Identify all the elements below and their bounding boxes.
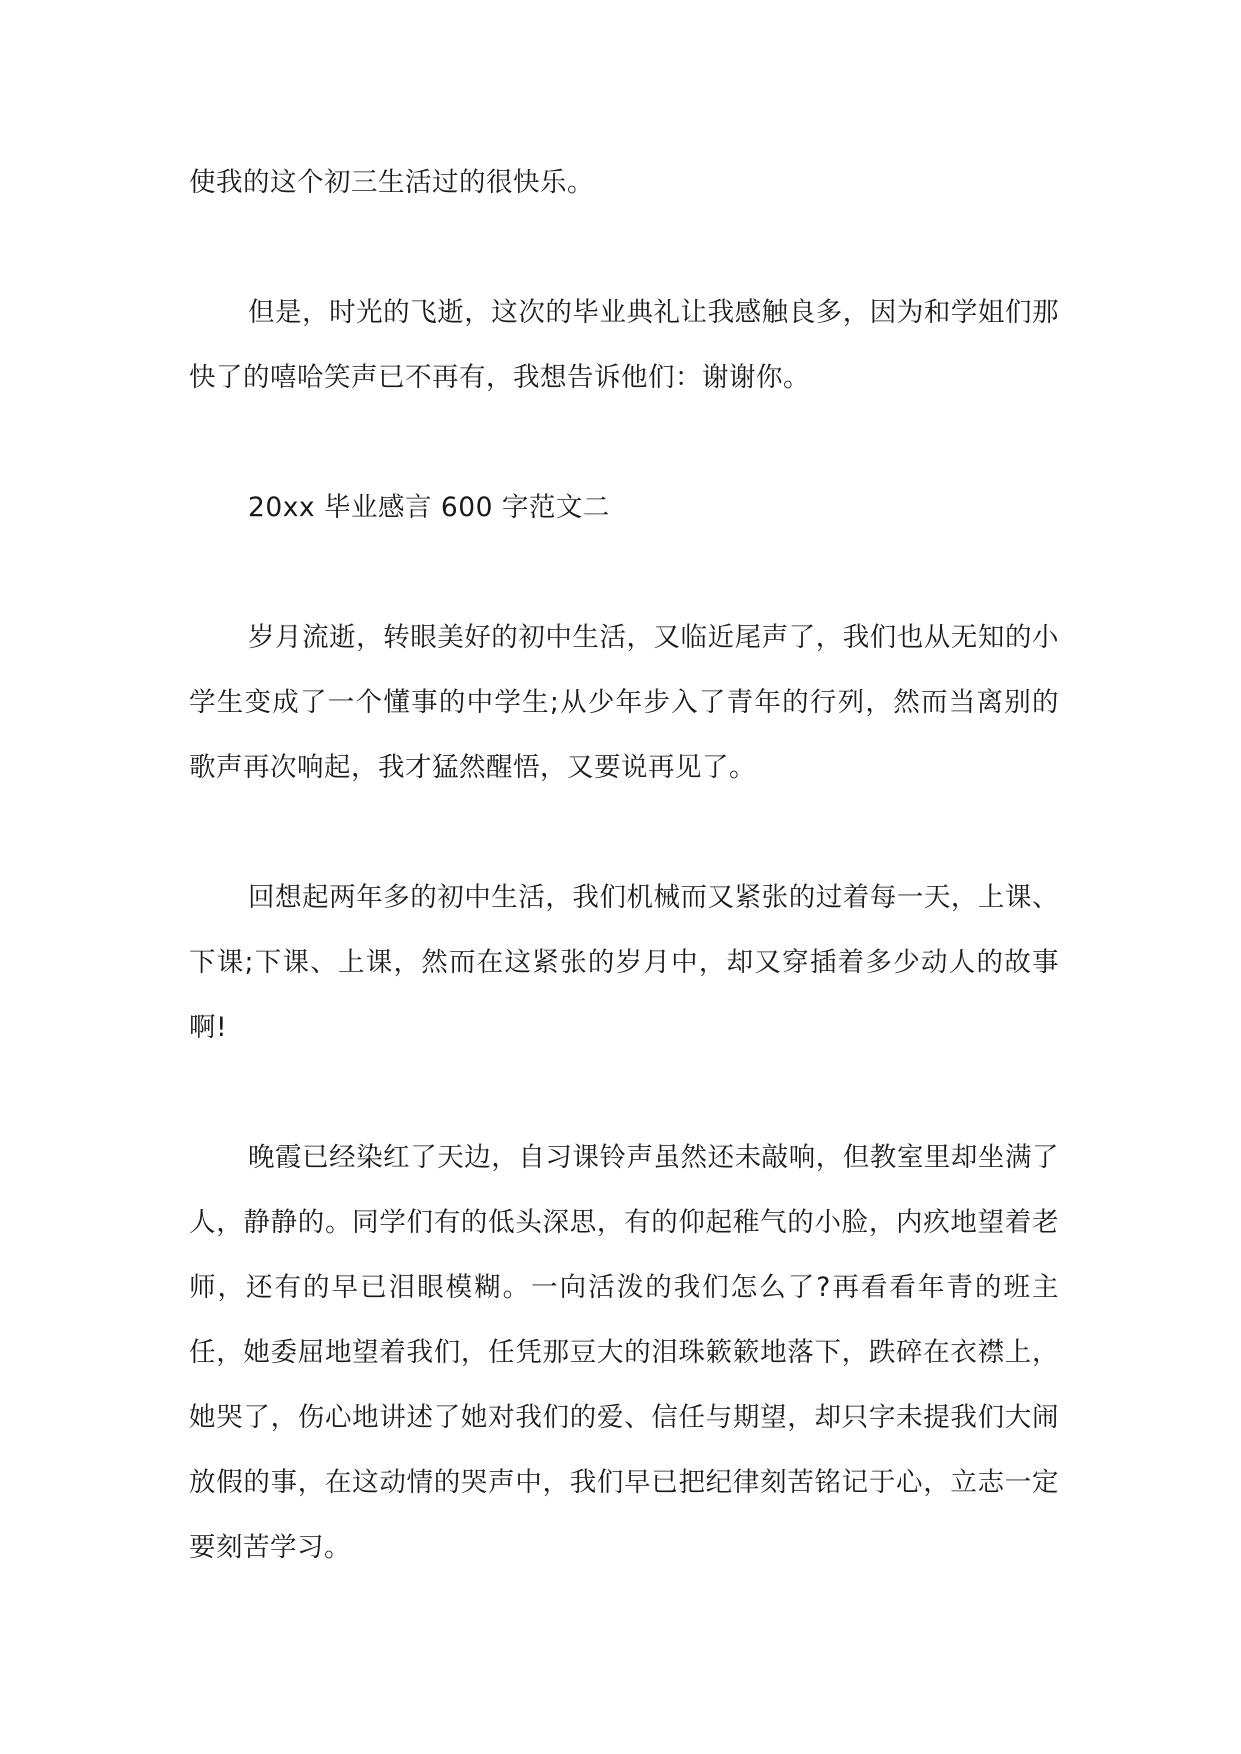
paragraph-graduation-ceremony: 但是，时光的飞逝，这次的毕业典礼让我感触良多，因为和学姐们那快了的嘻哈笑声已不再有，我想告诉他们：谢谢你。 — [189, 297, 1059, 393]
document-body — [189, 150, 1059, 1580]
paragraph-recollection: 回想起两年多的初中生活，我们机械而又紧张的过着每一天，上课、下课;下课、上课，然而在这紧张的岁月中，却又穿插着多少动人的故事啊! — [189, 882, 1059, 1043]
paragraph-time-flies: 岁月流逝，转眼美好的初中生活，又临近尾声了，我们也从无知的小学生变成了一个懂事的中学生;从少年步入了青年的行列，然而当离别的歌声再次响起，我才猛然醒悟，又要说再见了。 — [189, 622, 1059, 783]
section-heading: 20xx 毕业感言 600 字范文二 — [248, 492, 610, 523]
paragraph-continuation: 使我的这个初三生活过的很快乐。 — [189, 167, 594, 198]
paragraph-evening-classroom: 晚霞已经染红了天边，自习课铃声虽然还未敲响，但教室里却坐满了人，静静的。同学们有的低头深思，有的仰起稚气的小脸，内疚地望着老师，还有的早已泪眼模糊。一向活泼的我们怎么了?再看看年青的班主任，她委屈地望着我们，任凭那豆大的泪珠簌簌地落下，跌碎在衣襟上，她哭了，伤心地讲述了她对我们的爱、信任与期望，却只字未提我们大闹放假的事，在这动情的哭声中，我们早已把纪律刻苦铭记于心，立志一定要刻苦学习。 — [189, 1142, 1059, 1563]
